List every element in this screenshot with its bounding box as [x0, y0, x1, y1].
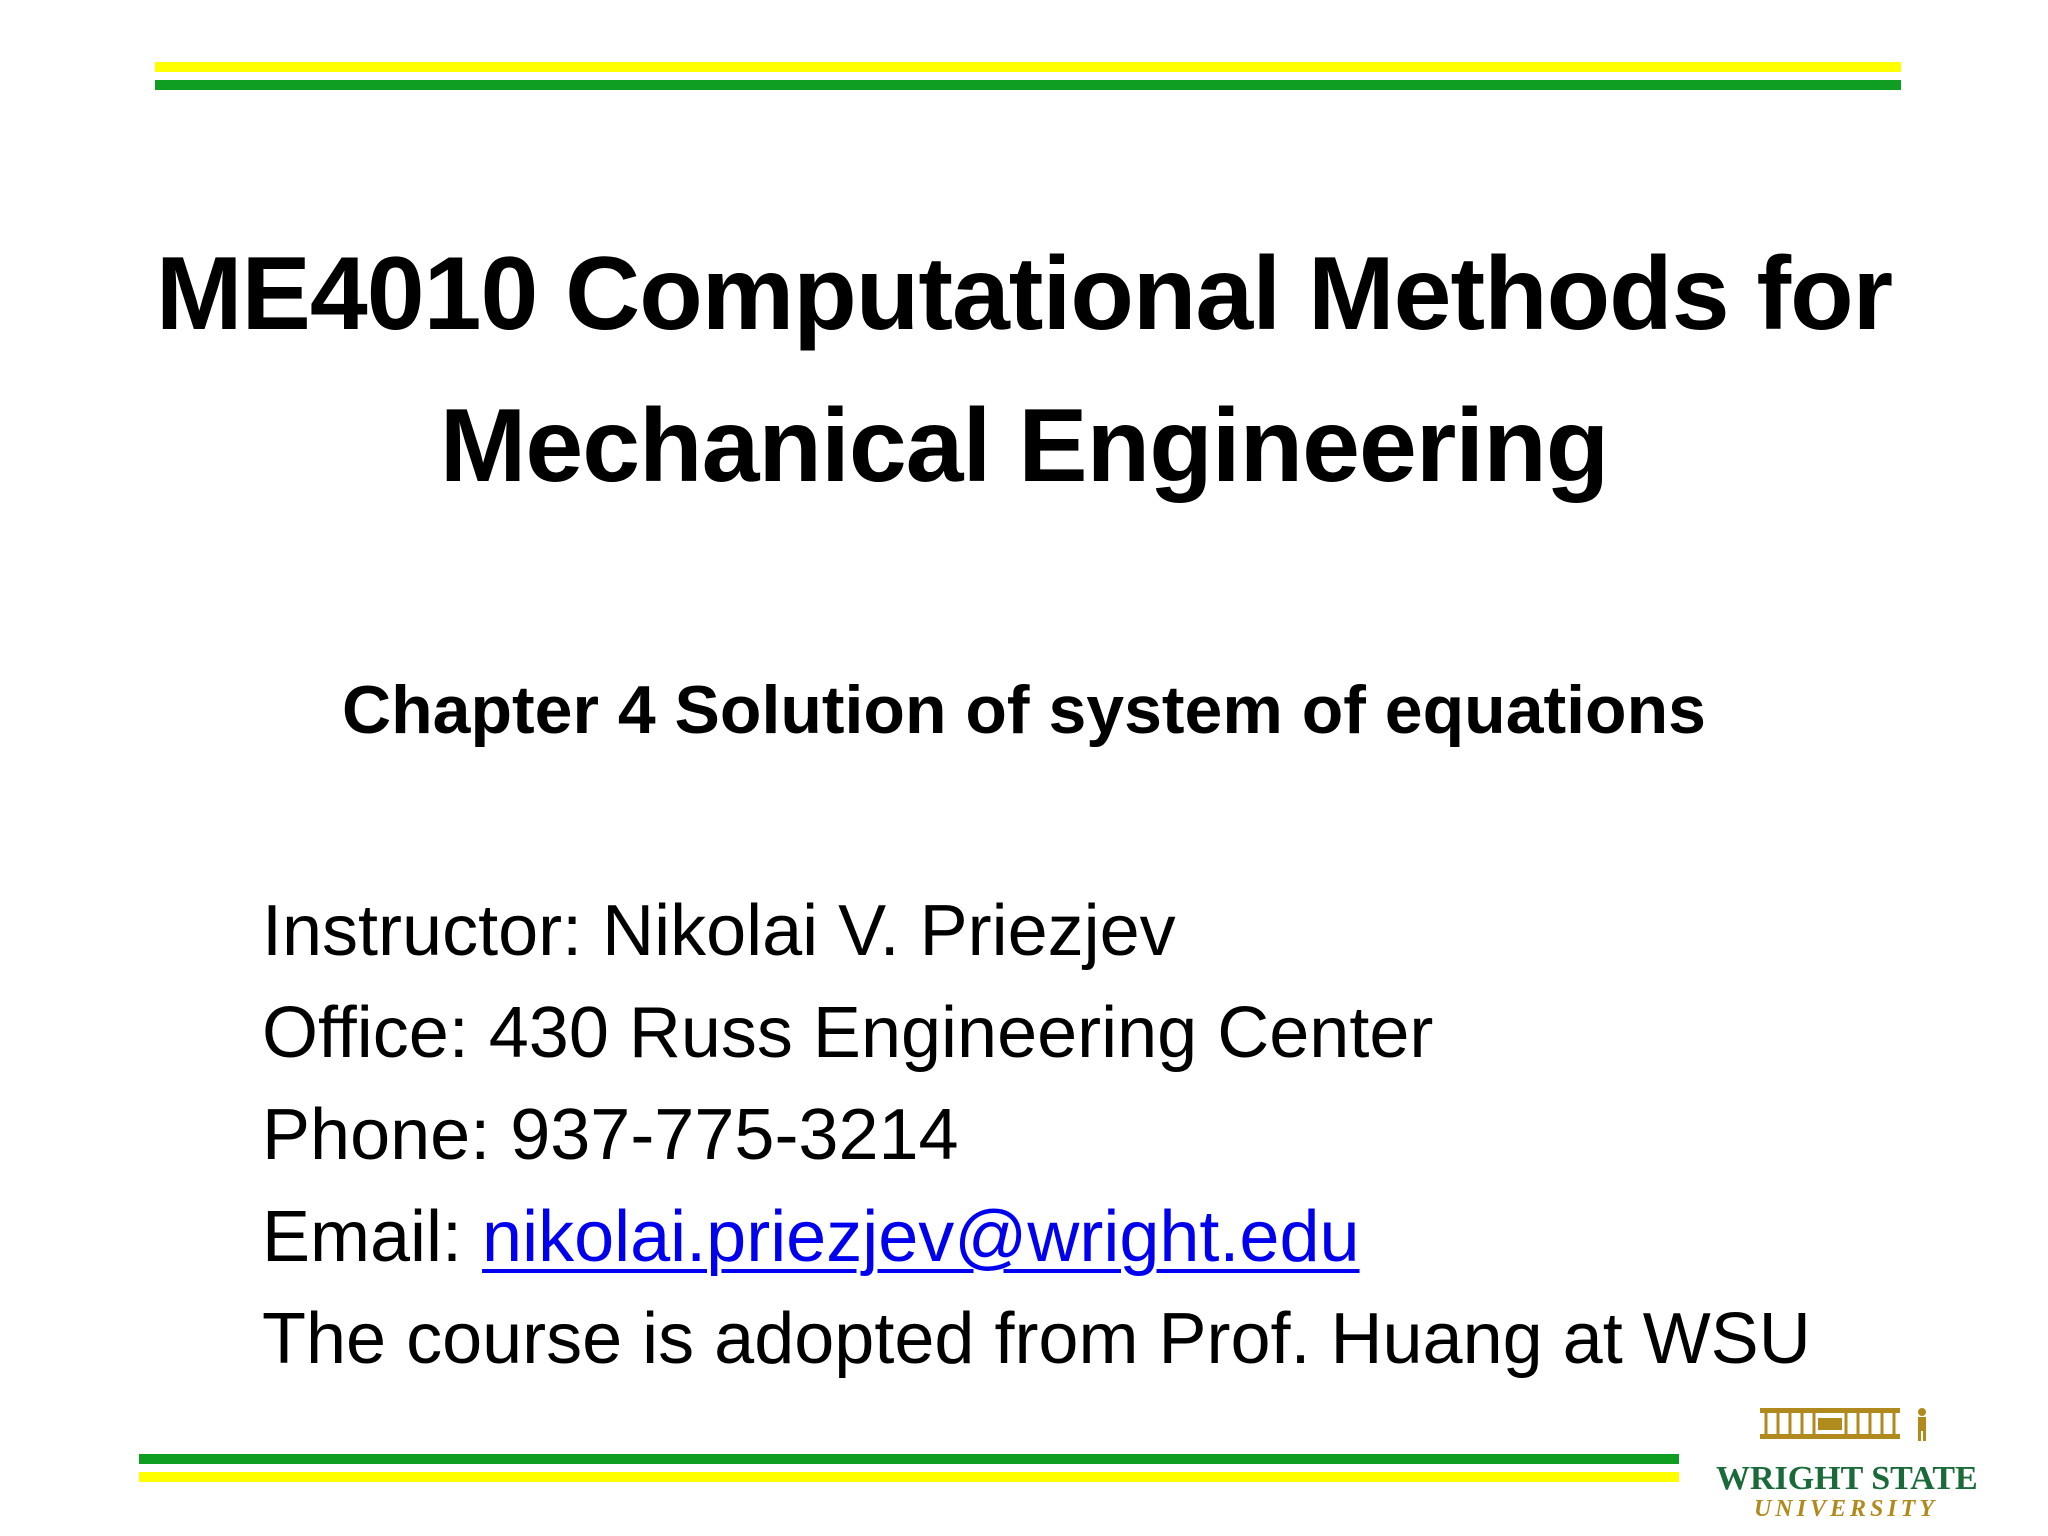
email-line: [262, 1186, 1811, 1288]
chapter-subtitle: Chapter 4 Solution of system of equations: [342, 672, 1706, 748]
wright-flyer-icon: [1760, 1404, 1932, 1456]
logo-name: WRIGHT STATE: [1716, 1460, 1978, 1497]
top-green-rule: [155, 80, 1901, 90]
instructor-info: [262, 880, 1811, 1390]
bottom-yellow-rule: [139, 1472, 1679, 1482]
phone-line: Phone: 937-775-3214: [262, 1095, 959, 1175]
top-yellow-rule: [155, 62, 1901, 72]
email-label: Email:: [262, 1197, 483, 1277]
instructor-line: Instructor: Nikolai V. Priezjev: [262, 891, 1176, 971]
logo-sub: UNIVERSITY: [1753, 1496, 1939, 1522]
slide-title-line-2: Mechanical Engineering: [439, 388, 1609, 504]
course-note-line: The course is adopted from Prof. Huang at WSU: [262, 1299, 1811, 1379]
university-logo: [1716, 1404, 1976, 1528]
slide-title: [0, 218, 2048, 522]
slide-title-line-1: ME4010 Computational Methods for: [155, 236, 1893, 352]
office-line: Office: 430 Russ Engineering Center: [262, 993, 1434, 1073]
email-link[interactable]: nikolai.priezjev@wright.edu: [482, 1197, 1360, 1277]
bottom-green-rule: [139, 1454, 1679, 1464]
